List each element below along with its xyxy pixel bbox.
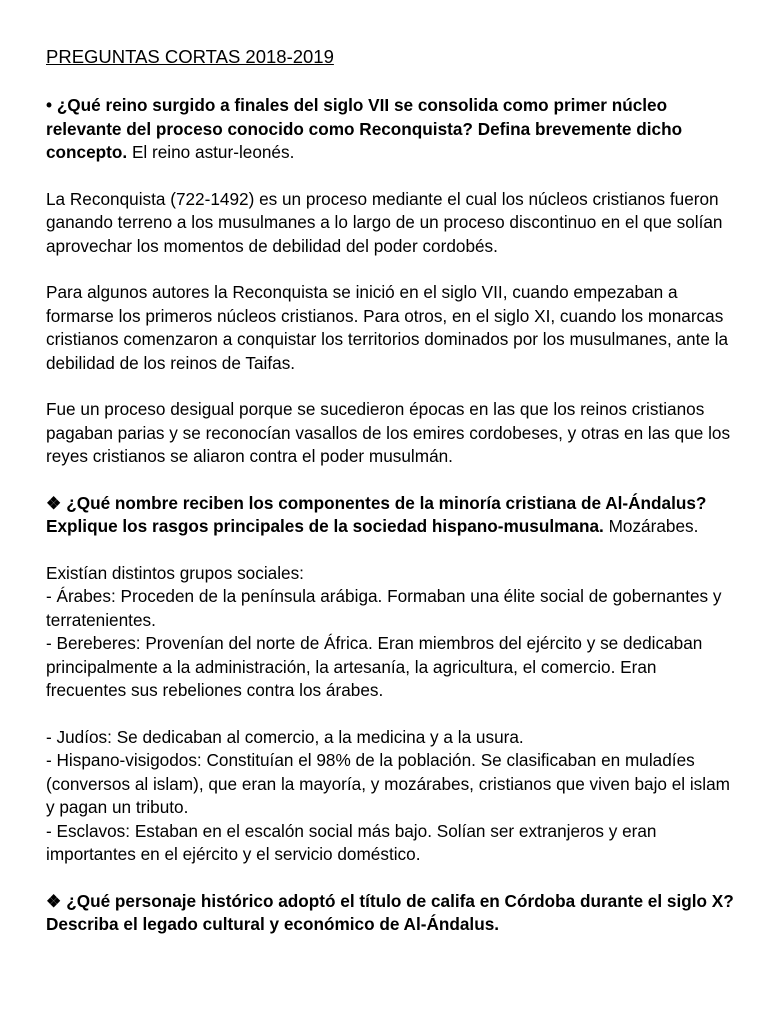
social-groups-list-a [46, 562, 736, 703]
diamond-bullet-icon: ❖ [46, 492, 62, 513]
paragraph-1: La Reconquista (722-1492) es un proceso mediante el cual los núcleos cristianos fueron ganando terreno a los musulmanes a lo largo de un proceso discontinuo en el que solían aprovechar los momentos de debilidad del poder cordobés. [46, 188, 723, 256]
list-item: - Árabes: Proceden de la península arábiga. Formaban una élite social de gobernantes y terratenientes. [46, 586, 722, 630]
paragraph-3: Fue un proceso desigual porque se sucedieron épocas en las que los reinos cristianos pagaban parias y se reconocían vasallos de los emires cordobeses, y otras en las que los reyes cristianos se aliaron contra el poder musulmán. [46, 399, 731, 466]
bullet-icon: • [46, 95, 53, 115]
answer-2: Mozárabes. [608, 516, 699, 536]
social-groups-list-b [46, 726, 736, 867]
question-3 [46, 890, 736, 937]
question-2 [46, 492, 736, 539]
page-title: PREGUNTAS CORTAS 2018-2019 [46, 46, 334, 67]
question-2-text: ¿Qué nombre reciben los componentes de la minoría cristiana de Al-Ándalus? Explique los rasgos principales de la sociedad hispano-musulmana. [46, 492, 707, 536]
question-1-text: ¿Qué reino surgido a finales del siglo VII se consolida como primer núcleo relevante del proceso conocido como Reconquista? Defina brevemente dicho concepto. [46, 95, 683, 162]
list-item: - Judíos: Se dedicaban al comercio, a la medicina y a la usura. [46, 726, 524, 747]
answer-1: El reino astur-leonés. [131, 142, 295, 162]
question-1 [46, 94, 736, 165]
paragraph-2: Para algunos autores la Reconquista se inició en el siglo VII, cuando empezaban a formarse los primeros núcleos cristianos. Para otros, en el siglo XI, cuando los monarcas cristianos comenzaron a conquistar los territorios dominados por los musulmanes, ante la debilidad de los reinos de Taifas. [46, 282, 729, 373]
question-3-text: ¿Qué personaje histórico adoptó el título de califa en Córdoba durante el siglo X? Describa el legado cultural y económico de Al-Ándalus. [46, 890, 734, 934]
list-item: - Hispano-visigodos: Constituían el 98% de la población. Se clasificaban en muladíes (conversos al islam), que eran la mayoría, y mozárabes, cristianos que viven bajo el islam y pagan un tributo. [46, 750, 730, 817]
list-intro: Existían distintos grupos sociales: [46, 562, 304, 583]
document-page [46, 44, 736, 960]
diamond-bullet-icon: ❖ [46, 890, 62, 911]
list-item: - Esclavos: Estaban en el escalón social más bajo. Solían ser extranjeros y eran importantes en el ejército y el servicio doméstico. [46, 820, 657, 864]
list-item: - Bereberes: Provenían del norte de África. Eran miembros del ejército y se dedicaban principalmente a la administración, la artesanía, la agricultura, el comercio. Eran frecuentes sus rebeliones contra los árabes. [46, 633, 703, 700]
